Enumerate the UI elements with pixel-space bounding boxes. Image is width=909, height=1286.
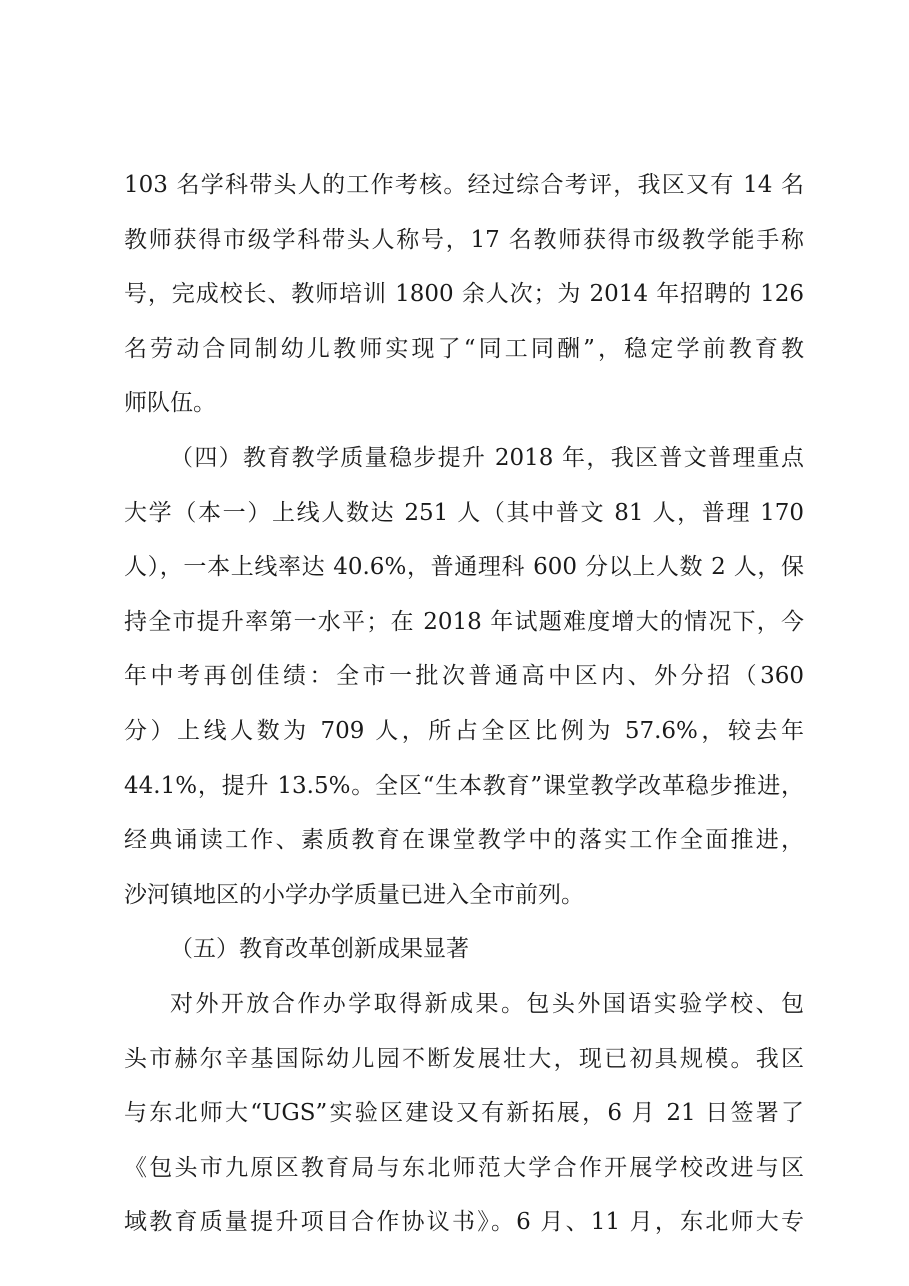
text-line: 头市赫尔辛基国际幼儿园不断发展壮大，现已初具规模。我区 — [124, 1045, 804, 1072]
text-line: 经典诵读工作、素质教育在课堂教学中的落实工作全面推进， — [124, 827, 804, 854]
text-line: 44.1%，提升 13.5%。全区“生本教育”课堂教学改革稳步推进， — [124, 772, 804, 799]
text-line: 人），一本上线率达 40.6%，普通理科 600 分以上人数 2 人，保 — [124, 554, 804, 581]
text-line: 域教育质量提升项目合作协议书》。6 月、11 月，东北师大专 — [124, 1209, 804, 1236]
text-line: 教师获得市级学科带头人称号，17 名教师获得市级教学能手称 — [124, 226, 804, 253]
text-line: 《包头市九原区教育局与东北师范大学合作开展学校改进与区 — [124, 1154, 804, 1181]
text-line: 大学（本一）上线人数达 251 人（其中普文 81 人，普理 170 — [124, 499, 804, 526]
body-text — [124, 158, 804, 1250]
text-line: 名劳动合同制幼儿教师实现了“同工同酬”，稳定学前教育教 — [124, 335, 804, 362]
text-line: 103 名学科带头人的工作考核。经过综合考评，我区又有 14 名 — [124, 172, 804, 198]
section-heading-four: （四）教育教学质量稳步提升 2018 年，我区普文普理重点 — [170, 444, 804, 471]
text-line: 号，完成校长、教师培训 1800 余人次；为 2014 年招聘的 126 — [124, 281, 804, 308]
text-line: 师队伍。 — [124, 390, 216, 417]
section-heading-five: （五）教育改革创新成果显著 — [170, 936, 469, 963]
text-line: 沙河镇地区的小学办学质量已进入全市前列。 — [124, 881, 584, 908]
text-line: 年中考再创佳绩：全市一批次普通高中区内、外分招（360 — [124, 663, 804, 690]
text-line: 分）上线人数为 709 人，所占全区比例为 57.6%，较去年 — [124, 717, 804, 744]
text-line: 与东北师大“UGS”实验区建设又有新拓展，6 月 21 日签署了 — [124, 1100, 804, 1127]
text-line: 对外开放合作办学取得新成果。包头外国语实验学校、包 — [170, 990, 804, 1017]
text-line: 持全市提升率第一水平；在 2018 年试题难度增大的情况下，今 — [124, 608, 804, 635]
